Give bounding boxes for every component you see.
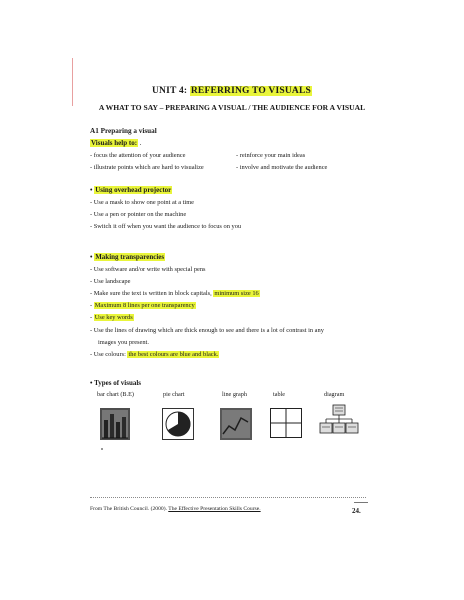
help-item-right-1: - reinforce your main ideas — [236, 152, 306, 159]
page-subtitle: A WHAT TO SAY – PREPARING A VISUAL / THE AUDIENCE FOR A VISUAL — [98, 103, 366, 112]
page-number: 24. — [352, 507, 361, 515]
label-line-graph: line graph — [222, 391, 247, 398]
transparencies-item-6-line-2: images you present. — [98, 339, 149, 346]
pie-chart-thumbnail — [162, 408, 194, 440]
transparencies-item-6-line-1: - Use the lines of drawing which are thick enough to see and there is a lot of contrast in any — [90, 327, 324, 334]
transparencies-heading: • Making transparencies — [90, 253, 165, 261]
transparencies-item-3 — [90, 290, 260, 297]
label-diagram: diagram — [324, 391, 345, 398]
label-pie-chart: pie chart — [163, 391, 185, 398]
help-item-left-2: - illustrate points which are hard to visualize — [90, 164, 204, 171]
transparencies-item-4 — [90, 302, 196, 309]
label-bar-chart: bar chart (B.E) — [97, 391, 134, 398]
item3-text: - Make sure the text is written in block capitals, — [90, 290, 212, 297]
visuals-help-label: Visuals help to: . — [91, 139, 142, 147]
label-table: table — [273, 391, 286, 398]
source-title: The Effective Presentation Skills Course. — [168, 506, 261, 512]
line-graph-thumbnail — [220, 408, 252, 440]
diagram-thumbnail — [319, 404, 359, 438]
item7-text: - Use colours: — [90, 351, 126, 358]
item4-highlight: Maximum 8 lines per one transparency — [94, 302, 195, 309]
margin-mark — [72, 58, 73, 106]
transparencies-item-2: - Use landscape — [90, 278, 131, 285]
transparencies-item-7 — [90, 351, 219, 358]
item3-highlight: minimum size 16 — [214, 290, 259, 297]
overhead-item-3: - Switch it off when you want the audience to focus on you — [90, 223, 242, 230]
item5-dash: - — [90, 314, 94, 321]
overhead-item-1: - Use a mask to show one point at a time — [90, 199, 195, 206]
table-thumbnail — [270, 408, 302, 438]
source-citation — [90, 506, 261, 512]
source-prefix: From The British Council. (2000). — [90, 506, 167, 512]
overhead-heading: • Using overhead projector — [90, 186, 172, 194]
footer-divider — [90, 497, 366, 498]
help-item-right-2: - involve and motivate the audience — [236, 164, 328, 171]
stray-mark — [101, 448, 103, 450]
item5-highlight: Use key words — [94, 314, 133, 321]
title-highlight: REFERRING TO VISUALS — [190, 86, 311, 96]
help-item-left-1: - focus the attention of your audience — [90, 152, 186, 159]
visuals-help-text: Visuals help to: — [91, 139, 138, 147]
visual-types-heading: • Types of visuals — [90, 379, 142, 387]
page-title — [0, 86, 464, 96]
visual-types-heading-text: Types of visuals — [94, 379, 142, 387]
item7-highlight: the best colours are blue and black. — [128, 351, 219, 358]
transparencies-heading-text: Making transparencies — [95, 253, 165, 261]
title-prefix: UNIT 4: — [151, 86, 188, 96]
overhead-heading-text: Using overhead projector — [95, 186, 172, 194]
bar-chart-thumbnail — [100, 408, 130, 440]
transparencies-item-5 — [90, 314, 134, 321]
overhead-item-2: - Use a pen or pointer on the machine — [90, 211, 187, 218]
section-a1-heading: A1 Preparing a visual — [90, 127, 157, 135]
transparencies-item-1: - Use software and/or write with special pens — [90, 266, 206, 273]
item4-dash: - — [90, 302, 94, 309]
page-number-rule — [354, 502, 368, 503]
